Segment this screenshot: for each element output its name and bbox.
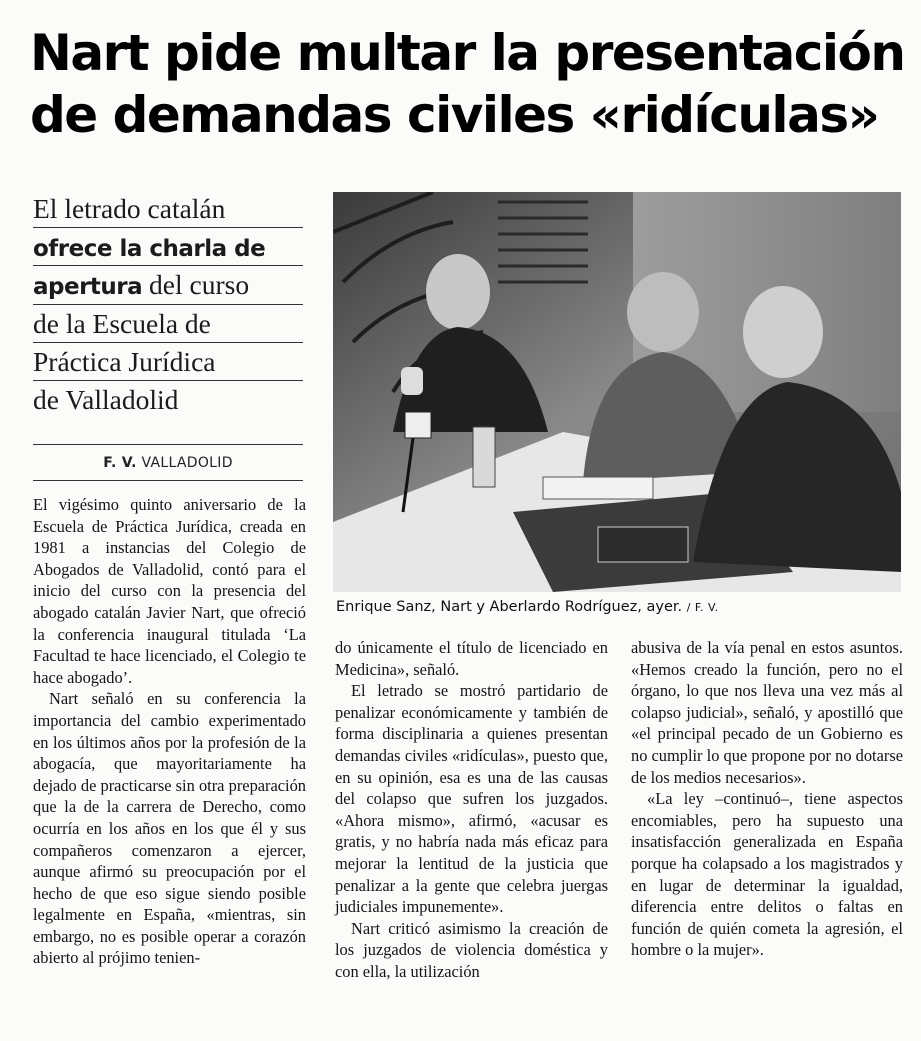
headline-line-2: de demandas civiles «ridículas» [30, 86, 879, 144]
subheadline [33, 190, 303, 418]
paragraph-3: El letrado se mostró partidario de penalizar económicamente y también de forma disciplinaria a quienes presentan demandas civiles «ridículas», puesto que, en su opinión, esa es una de las causas del colapso que sufren los juzgados. «Ahora mismo», afirmó, «acusar es gratis, y no habría nada más eficaz para mejorar la lentitud de la justicia que penalizar a la gente que celebra juergas judiciales impunemente». [335, 681, 608, 917]
paragraph-2-continued: do únicamente el título de licenciado en Medicina», señaló. [335, 638, 608, 679]
paragraph-4-continued: abusiva de la vía penal en estos asuntos. «Hemos creado la función, pero no el órgano, lo que nos lleva una vez más al colapso judicial», señaló, y apostilló que «el principal pecado de un Gobierno es no cumplir lo que propone por no dotarse de los medios necesarios». [631, 638, 903, 787]
subhead-line-3 [33, 266, 303, 304]
caption-text: Enrique Sanz, Nart y Aberlardo Rodríguez, ayer. [336, 599, 683, 615]
news-photo [333, 192, 901, 592]
article-column-3 [631, 637, 903, 961]
paragraph-2: Nart señaló en su conferencia la importancia del cambio experimentado en los últimos años por la profesión de la abogacía, que mayoritariamente ha dejado de practicarse sin otra preparación que la de la carrera de Derecho, como ocurría en los años en los que él y sus compañeros comenzaron a ejercer, aunque afirmó su preocupación por el hecho de que eso sigue siendo posible legalmente en España, «mientras, sin embargo, no es posible operar a corazón abierto al prójimo tenien- [33, 689, 306, 968]
byline-place: VALLADOLID [141, 455, 233, 471]
subhead-line-6: de Valladolid [33, 383, 179, 415]
byline [33, 455, 303, 471]
byline-author: F. V. [103, 455, 137, 471]
article-column-1 [33, 494, 306, 969]
subhead-line-1: El letrado catalán [33, 190, 303, 228]
headline-line-1: Nart pide multar la presentación [30, 24, 905, 82]
byline-divider [33, 480, 303, 481]
paragraph-4: Nart criticó asimismo la creación de los juzgados de violencia doméstica y con ella, la utilización [335, 918, 608, 981]
paragraph-1: El vigésimo quinto aniversario de la Escuela de Práctica Jurídica, creada en 1981 a instancias del Colegio de Abogados de Valladolid, contó para el inicio del curso con la presencia del abogado catalán Javier Nart, que ofreció la conferencia inaugural titulada ‘La Facultad te hace licenciado, el Colegio te hace abogado’. [33, 495, 306, 687]
subhead-line-5: Práctica Jurídica [33, 343, 303, 381]
subhead-bold-text: ofrece la charla de [33, 236, 266, 263]
subhead-bold-word: apertura [33, 274, 143, 301]
paragraph-5: «La ley –continuó–, tiene aspectos encomiables, pero ha supuesto una insatisfacción generalizada en España porque ha colapsado a los magistrados y en lugar de determinar la igualdad, diferencia entre delitos o faltas en función de quién cometa la agresión, el hombre o la mujer». [631, 789, 903, 960]
subhead-line-2 [33, 228, 303, 266]
photo-caption [336, 599, 901, 615]
article-column-2 [335, 637, 608, 983]
subhead-line-3-rest: del curso [142, 269, 250, 301]
photo-illustration [333, 192, 901, 592]
subhead-line-4: de la Escuela de [33, 305, 303, 343]
headline [30, 22, 905, 146]
photo-credit: / F. V. [686, 601, 719, 614]
subhead-divider [33, 444, 303, 445]
